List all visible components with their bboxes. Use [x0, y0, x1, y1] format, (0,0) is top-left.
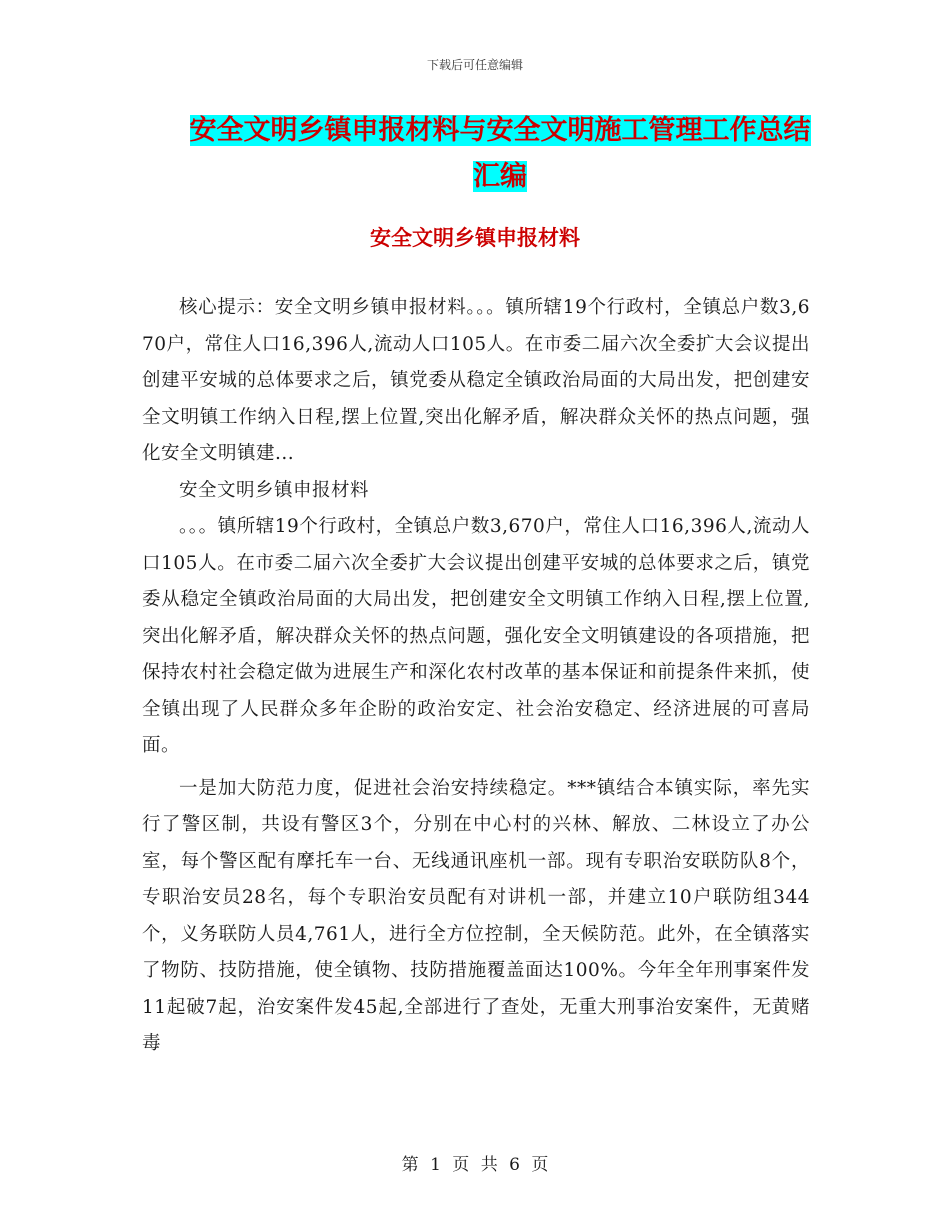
document-title-line2: 汇编	[473, 161, 527, 192]
document-title	[140, 108, 860, 200]
page-footer: 第 1 页 共 6 页	[401, 1155, 549, 1175]
paragraph-intro: 。。。镇所辖19个行政村，全镇总户数3,670户，常住人口16,396人,流动人口105人。在市委二届六次全委扩大会议提出创建平安城的总体要求之后，镇党委从稳定全镇政治局面的大局出发，把创建安全文明镇工作纳入日程,摆上位置,突出化解矛盾，解决群众关怀的热点问题，强化安全文明镇建设的各项措施，把保持农村社会稳定做为进展生产和深化农村改革的基本保证和前提条件来抓，使全镇出现了人民群众多年企盼的政治安定、社会治安稳定、经济进展的可喜局面。	[142, 516, 810, 756]
document-body	[142, 290, 810, 1063]
section-title: 安全文明乡镇申报材料	[370, 226, 580, 250]
header-note: 下载后可任意编辑	[426, 58, 523, 72]
document-title-line1: 安全文明乡镇申报材料与安全文明施工管理工作总结	[189, 115, 811, 146]
paragraph-heading: 安全文明乡镇申报材料	[179, 479, 370, 501]
paragraph-summary: 核心提示：安全文明乡镇申报材料。。。镇所辖19个行政村，全镇总户数3,670户，常住人口16,396人,流动人口105人。在市委二届六次全委扩大会议提出创建平安城的总体要求之后，镇党委从稳定全镇政治局面的大局出发，把创建安全文明镇工作纳入日程,摆上位置,突出化解矛盾，解决群众关怀的热点问题，强化安全文明镇建...	[142, 297, 810, 464]
paragraph-measures: 一是加大防范力度，促进社会治安持续稳定。***镇结合本镇实际，率先实行了警区制，共设有警区3个，分别在中心村的兴林、解放、二林设立了办公室，每个警区配有摩托车一台、无线通讯座机一部。现有专职治安联防队8个，专职治安员28名，每个专职治安员配有对讲机一部，并建立10户联防组344个，义务联防人员4,761人，进行全方位控制，全天候防范。此外，在全镇落实了物防、技防措施，使全镇物、技防措施覆盖面达100%。今年全年刑事案件发11起破7起，治安案件发45起,全部进行了查处，无重大刑事治安案件，无黄赌毒	[142, 777, 810, 1054]
